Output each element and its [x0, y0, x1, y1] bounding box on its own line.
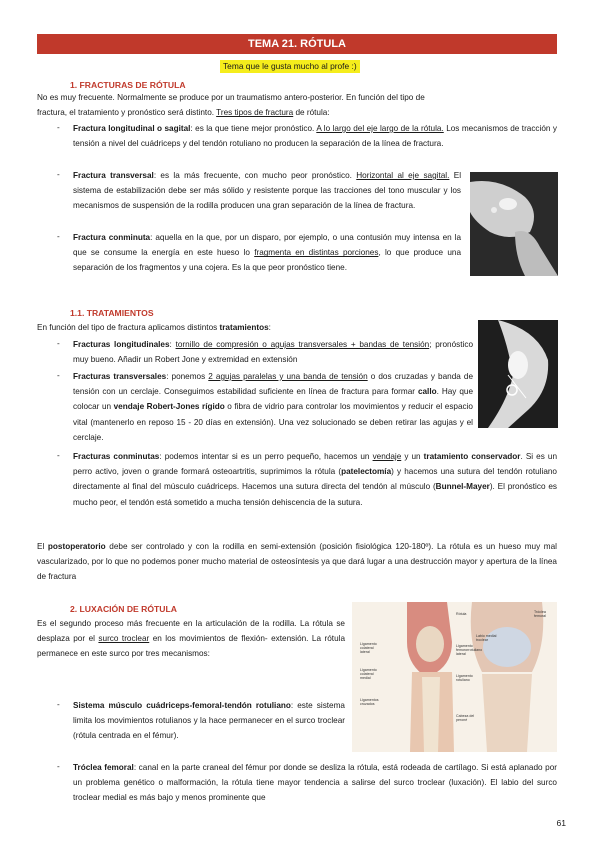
item-bold: Bunnel-Mayer [435, 482, 490, 492]
luxacion-underline: surco troclear [98, 634, 150, 644]
item-text: . Si es un perro activo, joven o grande formará osteoartritis, suprimimos la rótula ( [73, 452, 558, 477]
item-term: Fracturas conminutas [73, 452, 160, 461]
section-heading-luxacion: 2. LUXACIÓN DE RÓTULA [70, 604, 177, 614]
luxacion-paragraph [37, 616, 345, 662]
list-item [73, 121, 557, 151]
item-text: : este sistema limita los movimientos rotulianos y la hace permanecer en el surco troclear (rótula centrada en el fémur). [73, 701, 345, 741]
item-text: o dos cruzadas y banda de tensión con un cerclaje. Conseguimos estabilidad suficiente en línea de fractura para formar [73, 372, 473, 397]
label-ligamentos-cruzados: Ligamentos cruzados [360, 698, 379, 706]
bullet-dash: - [57, 371, 60, 380]
label-troclea: Tróclea femoral [534, 610, 546, 618]
intro-line: fractura, el tratamiento y pronóstico será distinto. [37, 108, 217, 118]
item-underline: tornillo de compresión o agujas transversales + bandas de tensión [175, 340, 430, 349]
xray-knee-drawing [470, 172, 558, 276]
item-text: El sistema de estabilización debe ser más sólido y resistente porque las tracciones del tono muscular y los mecanismos de suspensión de la rodilla producen una gran separación de la línea de fractura. [73, 171, 462, 211]
label-ligamento-femororrotuliano: Ligamento femororrotuliano lateral [456, 644, 483, 656]
bullet-dash: - [57, 762, 60, 771]
intro-line: No es muy frecuente. Normalmente se produce por un traumatismo antero-posterior. En función del tipo de [37, 93, 425, 102]
list-item [73, 369, 473, 445]
page-title: TEMA 21. RÓTULA [37, 34, 557, 54]
item-bold: tratamiento conservador [423, 452, 521, 461]
intro-text: : [268, 323, 271, 332]
item-underline: vendaje [372, 452, 402, 461]
postop-text: El [37, 542, 48, 551]
list-item [73, 337, 473, 367]
postop-paragraph [37, 539, 557, 585]
knee-anatomy-figure [352, 602, 557, 752]
item-text: Los mecanismos de tracción y tensión a nivel del cuádriceps y del tendón rotuliano no producen la separación de la línea de fractura. [73, 124, 557, 149]
list-item [73, 698, 345, 744]
item-term: Sistema músculo cuádriceps-femoral-tendón rotuliano [73, 701, 291, 710]
item-text: ). El pronóstico es mucho peor, el tendón está sometido a mucha tensión dehiscencia de la sutura. [73, 482, 557, 507]
item-text: : ponemos [166, 372, 209, 381]
item-term: Fractura transversal [73, 171, 154, 180]
section-heading-tratamientos: 1.1. TRATAMIENTOS [70, 308, 154, 318]
item-text: o fibra de vidrio para controlar los movimientos y reducir el espacio vital (mantenerlo en reposo 15 - 20 días en extensión). Una vez solucionado se deben retirar las agujas y el cerclaje. [73, 402, 473, 442]
bullet-dash: - [57, 232, 60, 241]
item-text: : [169, 340, 176, 349]
luxacion-text: en los movimientos de flexión- extensión. La rótula permanece en este surco por tres mecanismos: [37, 634, 345, 659]
intro-text: En función del tipo de fractura aplicamos distintos [37, 323, 220, 332]
item-bold: vendaje Robert-Jones rígido [113, 402, 225, 412]
item-term: Fracturas longitudinales [73, 340, 170, 349]
item-text: y un [401, 452, 424, 461]
xray-image-treatment [478, 320, 558, 428]
highlight-note: Tema que le gusta mucho al profe :) [220, 60, 360, 73]
list-item [73, 760, 557, 806]
item-bold: patelectomía [341, 467, 392, 477]
item-text: , lo que produce una separación de los fragmentos y una cojera. Es la que peor pronóstico tiene. [73, 248, 462, 273]
luxacion-text: Es el segundo proceso más frecuente en la articulación de la rodilla. La rótula se desplaza por el [37, 619, 345, 644]
list-item [73, 449, 557, 510]
item-text: : es la más frecuente, con mucho peor pronóstico. [153, 171, 357, 180]
item-text: : podemos intentar si es un perro pequeño, hacemos un [159, 452, 373, 461]
item-text: : es la que tiene mejor pronóstico. [190, 124, 317, 133]
section-heading-fracturas: 1. FRACTURAS DE RÓTULA [70, 80, 186, 90]
bullet-dash: - [57, 170, 60, 179]
item-text: : canal en la parte craneal del fémur por donde se desliza la rótula, está rodeada de cartílago. Si está aplanado por un problema genético o malformación, la rótula tiene mayor tendencia a salirse del surco troclear (luxación). El labio del surco troclear medial es más bajo y menos prominente que [73, 763, 557, 803]
section-intro [37, 90, 557, 120]
item-bold: callo [417, 387, 437, 397]
intro-line: de rótula: [293, 108, 330, 118]
item-term: Tróclea femoral [73, 763, 134, 772]
postop-text: debe ser controlado y con la rodilla en semi-extensión (posición fisiológica 120-180º). La rótula es un hueso muy mal vascularizado, por lo que no podemos poner mucho material de osteosíntesis ya que dará lugar a una destrucción mayor y apertura de la línea de fractura [37, 542, 557, 582]
label-ligamento-colateral-medial: Ligamento colateral medial [360, 668, 377, 680]
list-item [73, 168, 461, 214]
bullet-dash: - [57, 700, 60, 709]
xray-implant-drawing [478, 320, 558, 428]
label-cabeza-perone: Cabeza del peroné [456, 714, 475, 722]
item-term: Fractura longitudinal o sagital [73, 124, 191, 133]
intro-bold: tratamientos [219, 323, 269, 332]
item-underline: 2 agujas paralelas y una banda de tensión [208, 372, 368, 381]
item-text: ; pronóstico muy bueno. Añadir un Robert Jone y extremidad en extensión [73, 340, 473, 365]
label-rotula: Rótula [456, 612, 467, 616]
item-text: : aquella en la que, por un disparo, por ejemplo, o una contusión muy intensa en la que se consume la energía en este hueso lo [73, 233, 462, 258]
page-number: 61 [556, 818, 566, 828]
postop-bold: postoperatorio [47, 542, 106, 551]
section-intro [37, 320, 467, 335]
intro-underline: Tres tipos de fractura [216, 108, 294, 118]
bullet-dash: - [57, 451, 60, 460]
item-text: . Hay que colocar un [73, 387, 473, 412]
bullet-dash: - [57, 339, 60, 348]
item-term: Fracturas transversales [73, 372, 167, 381]
label-ligamento-colateral-lateral: Ligamento colateral lateral [360, 642, 377, 654]
xray-image-fracture [470, 172, 558, 276]
item-underline: Horizontal al eje sagital. [356, 171, 450, 180]
item-underline: fragmenta en distintas porciones [254, 248, 379, 258]
item-term: Fractura conminuta [73, 233, 151, 242]
item-underline: A lo largo del eje largo de la rótula. [316, 124, 444, 133]
label-labio: Labio medial troclear [476, 634, 497, 642]
item-text: ) y hacemos una sutura del tendón rotuliano directamente al final del músculo cuádriceps. Hacemos una sutura directa del tendón al músculo ( [73, 467, 557, 492]
label-ligamento-rotuliano: Ligamento rotuliano [456, 674, 473, 682]
bullet-dash: - [57, 123, 60, 132]
list-item [73, 230, 461, 276]
